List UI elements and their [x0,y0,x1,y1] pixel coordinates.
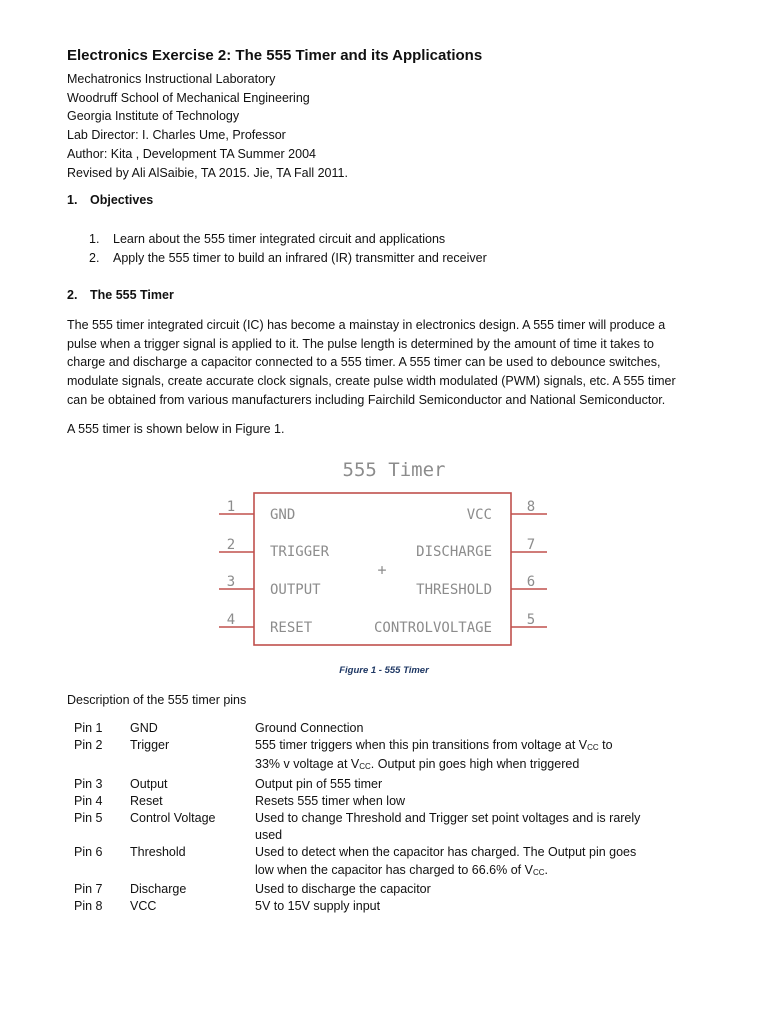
table-row [74,737,655,775]
list-number: 2. [89,250,100,265]
pin-number-cell: Pin 7 [74,881,103,896]
pin-number-4: 4 [226,612,236,628]
pin-desc-cell [255,793,655,810]
pin-desc-cell [255,844,655,880]
pin-label-reset: RESET [270,620,313,636]
desc-text: Used to change Threshold and Trigger set point voltages and is rarely [255,811,641,826]
pin-label-vcc: VCC [466,507,492,523]
pins-table [74,720,655,915]
figure-caption: Figure 1 - 555 Timer [339,665,429,676]
pin-name-cell: Control Voltage [130,811,216,826]
pin-label-discharge: DISCHARGE [416,544,492,560]
paragraph-line: pulse when a trigger signal is applied to it. The pulse length is determined by the amount of time it takes to [67,336,654,351]
center-mark: + [377,561,387,579]
desc-text: . [544,862,548,877]
pin-number-cell: Pin 1 [74,721,103,735]
section-heading-text: Objectives [90,193,154,207]
pin-name-cell: Threshold [130,845,186,860]
desc-text: 33% v voltage at V [255,757,360,772]
pin-label-trigger: TRIGGER [270,544,330,560]
desc-text: . Output pin goes high when triggered [370,757,580,772]
pin-label-threshold: THRESHOLD [416,582,492,598]
pin-name-cell: Output [130,776,168,791]
pin-number-cell: Pin 2 [74,738,103,753]
desc-text: Output pin of 555 timer [255,776,383,791]
pin-name-cell: Reset [130,793,163,808]
meta-revised: Revised by Ali AlSaibie, TA 2015. Jie, TA Fall 2011. [67,165,348,180]
pin-desc-cell [255,881,655,898]
paragraph-line: can be obtained from various manufacturers including Fairchild Semiconductor and National Semiconductor. [67,392,666,407]
figure-intro: A 555 timer is shown below in Figure 1. [67,422,285,436]
pin-number-1: 1 [226,499,236,515]
pin-name-cell: Discharge [130,881,187,896]
pin-desc-cell [255,720,655,737]
pin-name-cell: Trigger [130,738,170,753]
pin-label-controlvoltage: CONTROLVOLTAGE [373,620,492,636]
desc-text: Resets 555 timer when low [255,793,406,808]
desc-text: low when the capacitor has charged to 66.6% of V [255,862,533,877]
desc-text: used [255,828,283,843]
pin-desc-cell [255,810,655,844]
pin-number-5: 5 [526,612,536,628]
table-row [74,810,655,844]
desc-text: Ground Connection [255,721,364,735]
pin-label-gnd: GND [270,507,296,523]
table-row [74,881,655,898]
pin-label-output: OUTPUT [270,582,321,598]
pin-number-8: 8 [526,499,536,515]
pin-number-cell: Pin 8 [74,899,103,914]
subscript: CC [359,762,371,772]
subscript: CC [587,743,599,753]
pin-number-3: 3 [226,574,236,590]
document-title: Electronics Exercise 2: The 555 Timer and its Applications [67,47,483,64]
figure-title: 555 Timer [342,459,446,481]
pin-number-2: 2 [226,537,236,553]
meta-author: Author: Kita , Development TA Summer 2004 [67,146,316,161]
pin-number-7: 7 [526,537,536,553]
desc-text: to [598,738,613,753]
meta-lab: Mechatronics Instructional Laboratory [67,72,276,86]
list-text: Apply the 555 timer to build an infrared (IR) transmitter and receiver [113,250,487,265]
section-heading-text: The 555 Timer [90,288,174,302]
table-row [74,776,655,793]
pin-number-6: 6 [526,574,536,590]
pin-number-cell: Pin 6 [74,845,103,860]
pin-number-cell: Pin 3 [74,776,103,791]
table-row [74,793,655,810]
pins-heading: Description of the 555 timer pins [67,693,247,707]
table-row [74,844,655,880]
table-row [74,898,655,915]
desc-text: Used to discharge the capacitor [255,881,431,896]
meta-school: Woodruff School of Mechanical Engineering [67,90,310,105]
pin-number-cell: Pin 4 [74,793,103,808]
pin-desc-cell [255,776,655,793]
pin-name-cell: GND [130,721,158,735]
meta-director: Lab Director: I. Charles Ume, Professor [67,128,286,143]
meta-institute: Georgia Institute of Technology [67,109,240,124]
list-text: Learn about the 555 timer integrated circuit and applications [113,232,446,246]
pin-desc-cell [255,898,655,915]
desc-text: 555 timer triggers when this pin transitions from voltage at V [255,738,588,753]
section-number: 1. [67,193,78,207]
paragraph-line: charge and discharge a capacitor connected to a 555 timer. A 555 timer can be used to debounce switches, [67,355,661,370]
pin-name-cell: VCC [130,899,157,914]
pin-number-cell: Pin 5 [74,811,103,826]
pin-desc-cell [255,737,655,775]
desc-text: Used to detect when the capacitor has charged. The Output pin goes [255,845,637,860]
table-row [74,720,655,737]
desc-text: 5V to 15V supply input [255,899,381,914]
subscript: CC [532,867,545,877]
list-number: 1. [89,232,100,246]
paragraph-line: The 555 timer integrated circuit (IC) has become a mainstay in electronics design. A 555 timer will produce a [67,318,666,332]
paragraph-line: modulate signals, create accurate clock signals, create pulse width modulated (PWM) signals, etc. A 555 timer [67,374,676,389]
section-number: 2. [67,288,78,302]
